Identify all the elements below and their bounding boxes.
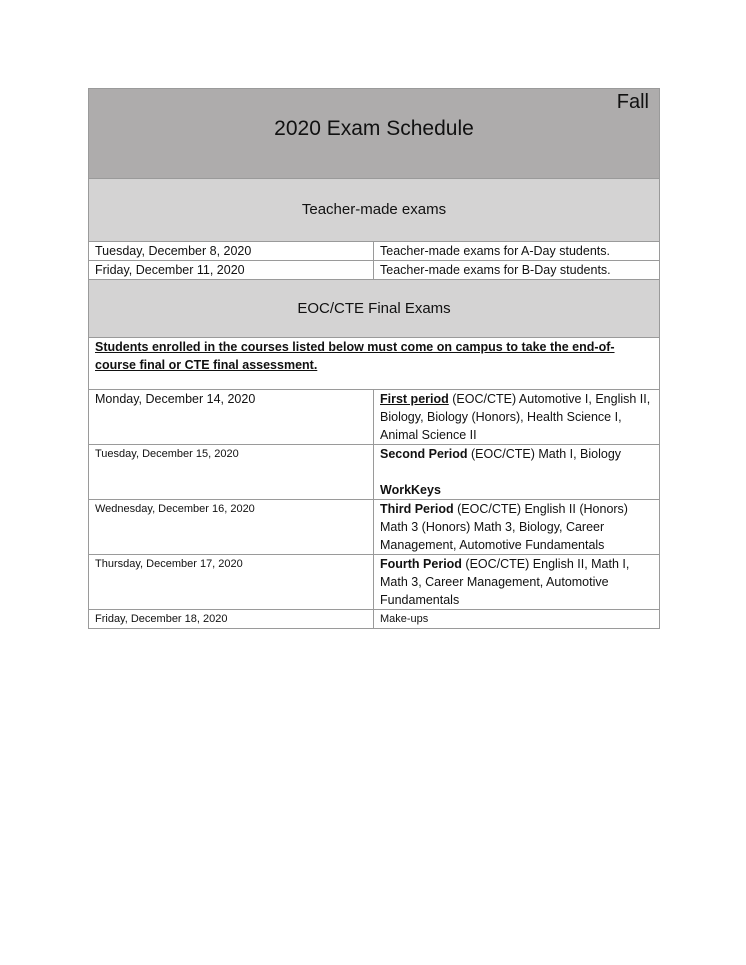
exam-date: Monday, December 14, 2020 <box>89 390 374 445</box>
period-label: Fourth Period <box>380 557 462 571</box>
exam-description <box>374 390 660 445</box>
title-cell <box>89 89 660 179</box>
exam-description <box>374 555 660 610</box>
exam-description <box>374 500 660 555</box>
table-row <box>89 445 660 500</box>
teacher-exams-heading: Teacher-made exams <box>89 179 660 242</box>
exam-description: Make-ups <box>374 610 660 629</box>
course-list: (EOC/CTE) English II (Honors) Math 3 (Honors) Math 3, Biology, Career Management, Automotive Fundamentals <box>380 502 628 552</box>
table-row <box>89 500 660 555</box>
exam-date: Tuesday, December 15, 2020 <box>89 445 374 500</box>
exam-description: Teacher-made exams for B-Day students. <box>374 261 660 280</box>
period-label: First period <box>380 392 449 406</box>
course-list: (EOC/CTE) Automotive I, English II, Biology, Biology (Honors), Health Science I, Animal Science II <box>380 392 651 442</box>
table-row <box>89 261 660 280</box>
exam-schedule-table <box>88 88 660 629</box>
eoc-exams-heading: EOC/CTE Final Exams <box>89 280 660 338</box>
exam-date: Friday, December 18, 2020 <box>89 610 374 629</box>
season-label: Fall <box>616 91 649 113</box>
exam-date: Tuesday, December 8, 2020 <box>89 242 374 261</box>
section-header-row <box>89 280 660 338</box>
exam-date: Wednesday, December 16, 2020 <box>89 500 374 555</box>
period-label: Second Period <box>380 447 468 461</box>
notice-row <box>89 338 660 390</box>
exam-description <box>374 445 660 500</box>
course-list: (EOC/CTE) English II, Math I, Math 3, Career Management, Automotive Fundamentals <box>380 557 630 607</box>
table-row <box>89 390 660 445</box>
table-row <box>89 610 660 629</box>
workkeys-label: WorkKeys <box>380 483 441 497</box>
title-row <box>89 89 660 179</box>
section-header-row <box>89 179 660 242</box>
page-title: 2020 Exam Schedule <box>274 117 474 140</box>
exam-schedule-sheet <box>88 88 659 629</box>
exam-description: Teacher-made exams for A-Day students. <box>374 242 660 261</box>
campus-notice: Students enrolled in the courses listed below must come on campus to take the end-of-course final or CTE final assessment. <box>89 338 660 390</box>
exam-date: Friday, December 11, 2020 <box>89 261 374 280</box>
exam-date: Thursday, December 17, 2020 <box>89 555 374 610</box>
table-row <box>89 555 660 610</box>
table-row <box>89 242 660 261</box>
course-list: (EOC/CTE) Math I, Biology <box>467 447 622 461</box>
period-label: Third Period <box>380 502 454 516</box>
